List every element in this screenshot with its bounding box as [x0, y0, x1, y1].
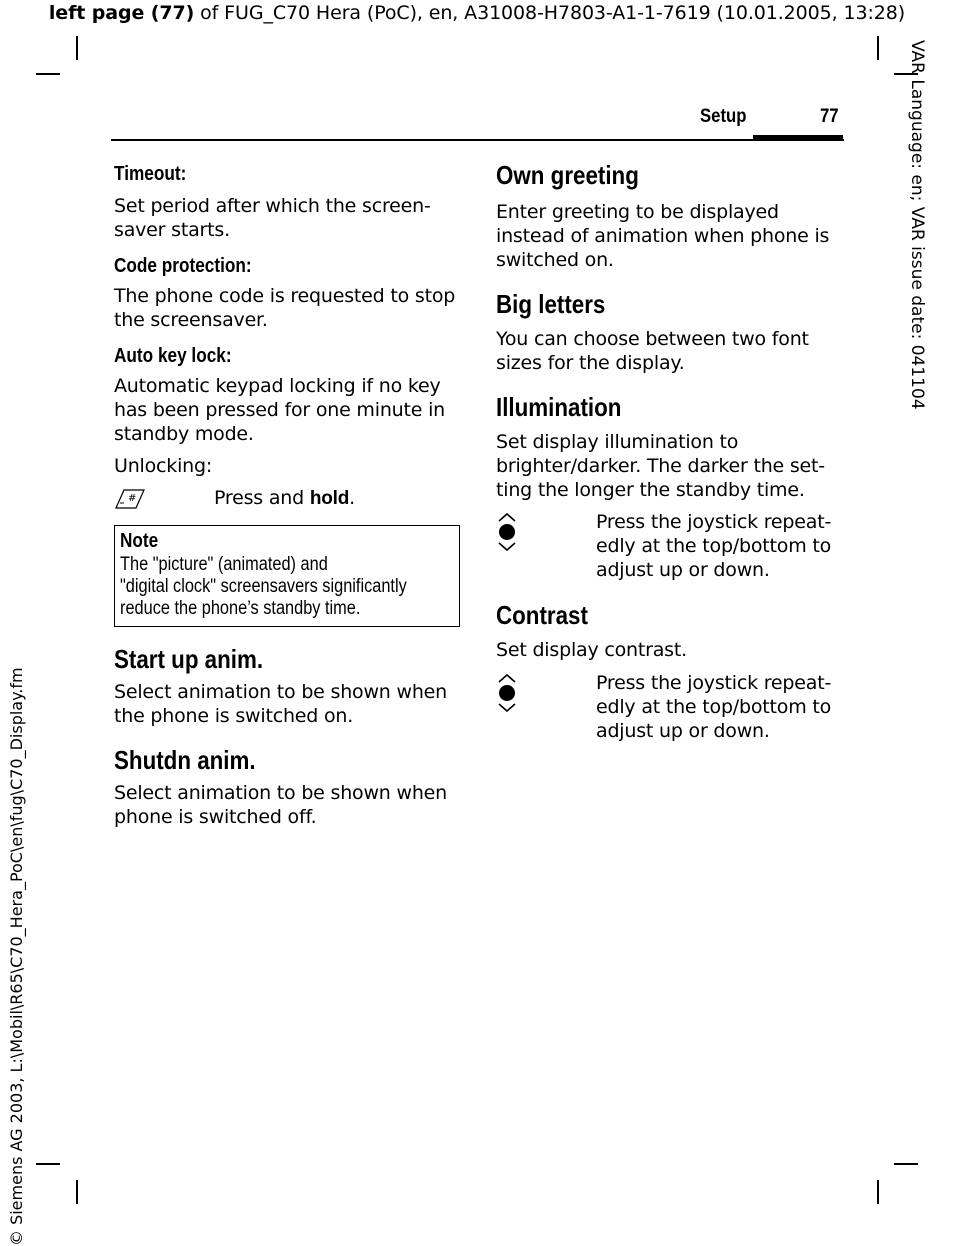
unlock-step — [114, 486, 460, 512]
note-line: "digital clock" screensavers significantly — [120, 576, 407, 597]
period-text: . — [349, 487, 355, 509]
crop-mark — [877, 1180, 879, 1204]
crop-mark — [76, 1180, 78, 1204]
big-letters-text: You can choose between two font sizes for the display. — [496, 328, 809, 374]
crop-mark — [36, 1163, 60, 1165]
big-letters-heading: Big letters — [496, 289, 606, 319]
crop-mark — [36, 73, 60, 75]
start-up-anim-heading: Start up anim. — [114, 644, 264, 674]
contrast-step — [496, 671, 844, 743]
running-header-title: Setup — [700, 106, 747, 127]
header-rule — [111, 139, 844, 141]
print-slug — [0, 2, 954, 24]
header-tab-bar — [753, 135, 843, 141]
contrast-step-text: Press the joystick repeat-edly at the top/bottom to adjust up or down. — [596, 672, 832, 742]
timeout-label: Timeout: — [114, 163, 187, 185]
shutdn-anim-heading: Shutdn anim. — [114, 745, 256, 775]
start-up-anim-text: Select animation to be shown when the phone is switched on. — [114, 681, 448, 727]
auto-key-lock-label: Auto key lock: — [114, 345, 232, 367]
code-protection-label: Code protection: — [114, 255, 252, 277]
note-title: Note — [120, 530, 159, 552]
left-column — [114, 162, 460, 829]
contrast-heading: Contrast — [496, 600, 588, 630]
illumination-step-text: Press the joystick repeat-edly at the top/bottom to adjust up or down. — [596, 511, 832, 581]
side-note-language: VAR Language: en; VAR issue date: 041104 — [907, 40, 927, 410]
auto-key-lock-text: Automatic keypad locking if no key has been pressed for one minute in standby mode. — [114, 375, 446, 445]
illumination-heading: Illumination — [496, 392, 622, 422]
crop-mark — [894, 1163, 918, 1165]
svg-text:#: # — [128, 493, 137, 504]
illumination-text: Set display illumination to brighter/darker. The darker the set-ting the longer the standby time. — [496, 431, 825, 501]
own-greeting-heading: Own greeting — [496, 160, 639, 190]
hash-key-icon — [114, 486, 146, 516]
code-protection-text: The phone code is requested to stop the screensaver. — [114, 285, 456, 331]
shutdn-anim-text: Select animation to be shown when phone is switched off. — [114, 782, 448, 828]
hold-text: hold — [309, 488, 350, 509]
page-number: 77 — [820, 106, 839, 127]
slug-info: of FUG_C70 Hera (PoC), en, A31008-H7803-A1-1-7619 (10.01.2005, 13:28) — [194, 2, 906, 24]
note-line: The "picture" (animated) and — [120, 554, 328, 575]
slug-page: left page (77) — [48, 2, 195, 24]
timeout-text: Set period after which the screen-saver starts. — [114, 195, 431, 241]
right-column — [496, 160, 844, 743]
joystick-up-down-icon — [496, 673, 518, 717]
crop-mark — [76, 36, 78, 60]
note-box — [114, 525, 460, 627]
crop-mark — [877, 36, 879, 60]
illumination-step — [496, 510, 844, 582]
press-and-text: Press and — [214, 487, 310, 509]
side-note-copyright: © Siemens AG 2003, L:\Mobil\R65\C70_Hera_PoC\en\fug\C70_Display.fm — [7, 667, 26, 1246]
joystick-up-down-icon — [496, 512, 518, 556]
contrast-text: Set display contrast. — [496, 639, 687, 661]
unlocking-label: Unlocking: — [114, 455, 213, 477]
note-line: reduce the phone’s standby time. — [120, 598, 361, 619]
own-greeting-text: Enter greeting to be displayed instead of animation when phone is switched on. — [496, 201, 830, 271]
